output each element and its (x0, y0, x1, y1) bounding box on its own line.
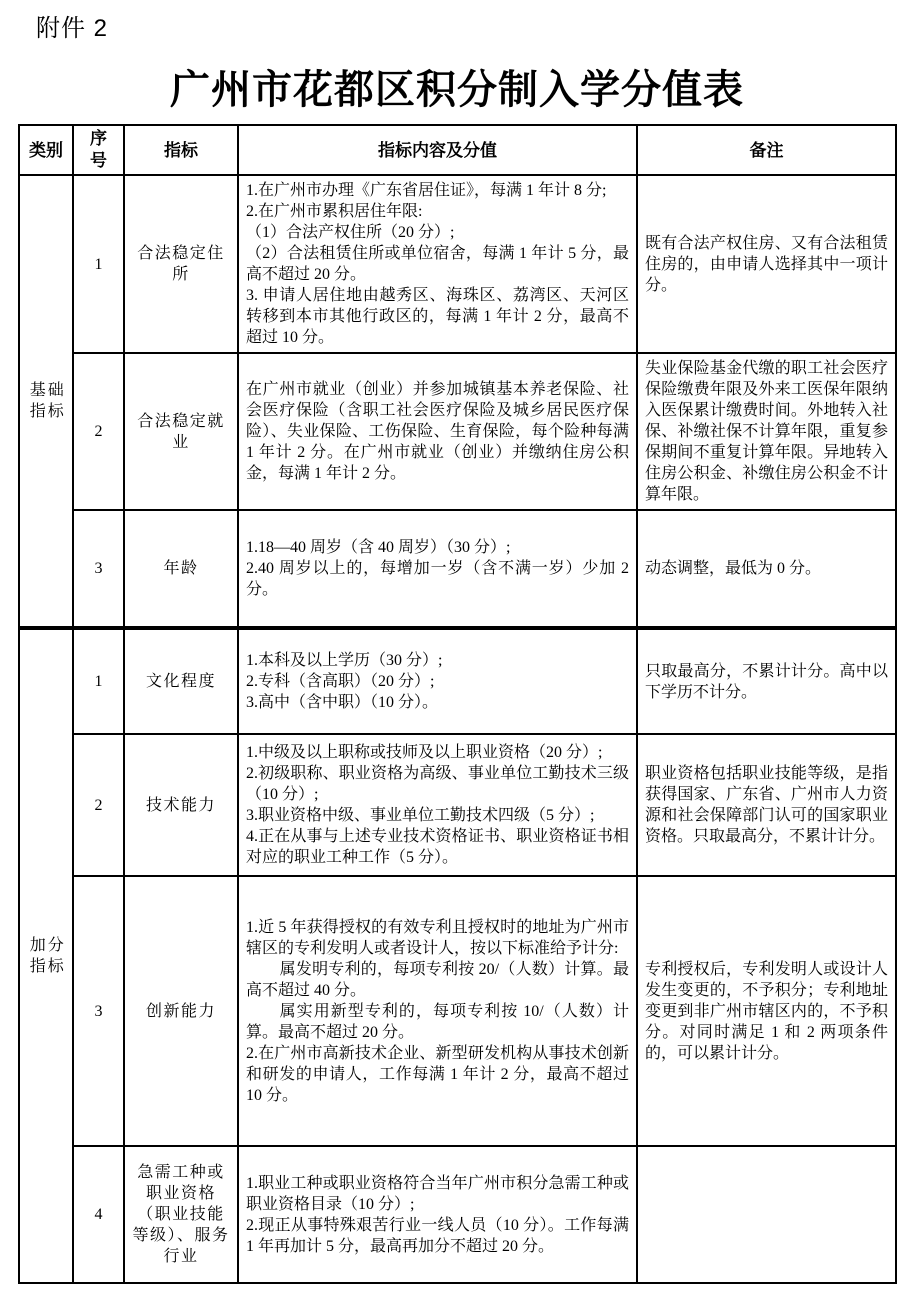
content-paragraph: 1.本科及以上学历（30 分）; (246, 652, 443, 669)
table-row (19, 734, 896, 876)
header-indicator: 指标 (124, 125, 238, 175)
header-category: 类别 (19, 125, 73, 175)
remark-cell (637, 628, 896, 734)
indicator-cell: 技术能力 (124, 734, 238, 876)
content-paragraph: 4.正在从事与上述专业技术资格证书、职业资格证书相对应的职业工种工作（5 分）。 (246, 828, 629, 866)
content-cell (238, 1146, 637, 1283)
indicator-cell: 合法稳定就业 (124, 353, 238, 510)
indicator-cell: 年龄 (124, 510, 238, 628)
seq-cell: 2 (73, 734, 124, 876)
indicator-cell: 合法稳定住所 (124, 175, 238, 353)
content-paragraph: （1）合法产权住所（20 分）; (246, 224, 455, 241)
content-paragraph: 2.现正从事特殊艰苦行业一线人员（10 分）。工作每满 1 年再加计 5 分，最高再加分不超过 20 分。 (246, 1216, 629, 1255)
content-paragraph: 1.职业工种或职业资格符合当年广州市积分急需工种或职业资格目录（10 分）; (246, 1174, 629, 1213)
table-row (19, 510, 896, 628)
remark-paragraph: 动态调整，最低为 0 分。 (645, 560, 822, 577)
content-paragraph: 1.在广州市办理《广东省居住证》，每满 1 年计 8 分; (246, 182, 607, 199)
content-paragraph: 3.职业资格中级、事业单位工勤技术四级（5 分）; (246, 807, 595, 824)
remark-paragraph: 专利授权后，专利发明人或设计人发生变更的，不予积分；专利地址变更到非广州市辖区内的，不予积分。对同时满足 1 和 2 两项条件的，可以累计计分。 (645, 960, 888, 1062)
indicator-cell: 文化程度 (124, 628, 238, 734)
remark-paragraph: 职业资格包括职业技能等级，是指获得国家、广东省、广州市人力资源和社会保障部门认可的国家职业资格。只取最高分，不累计计分。 (645, 765, 888, 845)
content-cell (238, 876, 637, 1146)
content-cell (238, 628, 637, 734)
content-paragraph: 3. 申请人居住地由越秀区、海珠区、荔湾区、天河区转移到本市其他行政区的，每满 1 年计 2 分，最高不超过 10 分。 (246, 287, 629, 346)
category-label: 基础指标 (29, 382, 66, 420)
content-paragraph: 3.高中（含中职）（10 分）。 (246, 694, 439, 711)
content-paragraph: 1.18—40 周岁（含 40 周岁）（30 分）; (246, 539, 511, 556)
header-remark: 备注 (637, 125, 896, 175)
seq-cell: 3 (73, 510, 124, 628)
seq-cell: 2 (73, 353, 124, 510)
content-paragraph: 2.在广州市累积居住年限: (246, 203, 423, 220)
content-cell (238, 175, 637, 353)
page-title: 广州市花都区积分制入学分值表 (170, 67, 744, 112)
seq-cell: 4 (73, 1146, 124, 1283)
content-paragraph: 2.初级职称、职业资格为高级、事业单位工勤技术三级（10 分）; (246, 765, 629, 803)
header-seq-label: 序号 (89, 129, 107, 170)
content-cell (238, 353, 637, 510)
header-row (19, 125, 896, 175)
content-paragraph: 2.专科（含高职）（20 分）; (246, 673, 435, 690)
content-paragraph: 1.中级及以上职称或技师及以上职业资格（20 分）; (246, 744, 603, 761)
remark-cell (637, 510, 896, 628)
table-row (19, 175, 896, 353)
content-paragraph: （2）合法租赁住所或单位宿舍，每满 1 年计 5 分，最高不超过 20 分。 (246, 245, 629, 283)
seq-cell: 1 (73, 175, 124, 353)
category-cell-bonus (19, 628, 73, 1283)
category-label: 加分指标 (29, 937, 66, 975)
remark-paragraph: 只取最高分，不累计计分。高中以下学历不计分。 (645, 662, 888, 701)
header-content: 指标内容及分值 (238, 125, 637, 175)
content-cell (238, 734, 637, 876)
remark-paragraph: 失业保险基金代缴的职工社会医疗保险缴费年限及外来工医保年限纳入医保累计缴费时间。外地转入社保、补缴社保不计算年限，重复参保期间不重复计算年限。异地转入住房公积金、补缴住房公积金不计算年限。 (645, 360, 888, 503)
seq-cell: 1 (73, 628, 124, 734)
attachment-label: 附件 2 (36, 15, 109, 42)
remark-paragraph: 既有合法产权住房、又有合法租赁住房的，由申请人选择其中一项计分。 (645, 234, 888, 294)
indicator-cell: 创新能力 (124, 876, 238, 1146)
remark-cell (637, 1146, 896, 1283)
table-row (19, 876, 896, 1146)
table-row (19, 353, 896, 510)
remark-cell (637, 175, 896, 353)
header-seq (73, 125, 124, 175)
table-row (19, 1146, 896, 1283)
content-paragraph: 1.近 5 年获得授权的有效专利且授权时的地址为广州市辖区的专利发明人或者设计人，按以下标准给予计分: (246, 918, 629, 957)
seq-cell: 3 (73, 876, 124, 1146)
content-paragraph: 属发明专利的，每项专利按 20/（人数）计算。最高不超过 40 分。 (246, 960, 629, 999)
category-cell-basic (19, 175, 73, 628)
score-table (18, 124, 897, 1284)
content-paragraph: 2.40 周岁以上的，每增加一岁（含不满一岁）少加 2 分。 (246, 560, 629, 598)
remark-cell (637, 353, 896, 510)
content-paragraph: 2.在广州市高新技术企业、新型研发机构从事技术创新和研发的申请人，工作每满 1 年计 2 分，最高不超过 10 分。 (246, 1044, 629, 1104)
remark-cell (637, 876, 896, 1146)
indicator-cell: 急需工种或职业资格（职业技能等级）、服务行业 (124, 1146, 238, 1283)
content-cell (238, 510, 637, 628)
content-paragraph: 属实用新型专利的，每项专利按 10/（人数）计算。最高不超过 20 分。 (246, 1002, 629, 1041)
table-row (19, 628, 896, 734)
content-paragraph: 在广州市就业（创业）并参加城镇基本养老保险、社会医疗保险（含职工社会医疗保险及城乡居民医疗保险）、失业保险、工伤保险、生育保险，每个险种每满 1 年计 2 分。在广州市就业（创业）并缴纳住房公积金，每满 1 年计 2 分。 (246, 381, 629, 482)
remark-cell (637, 734, 896, 876)
